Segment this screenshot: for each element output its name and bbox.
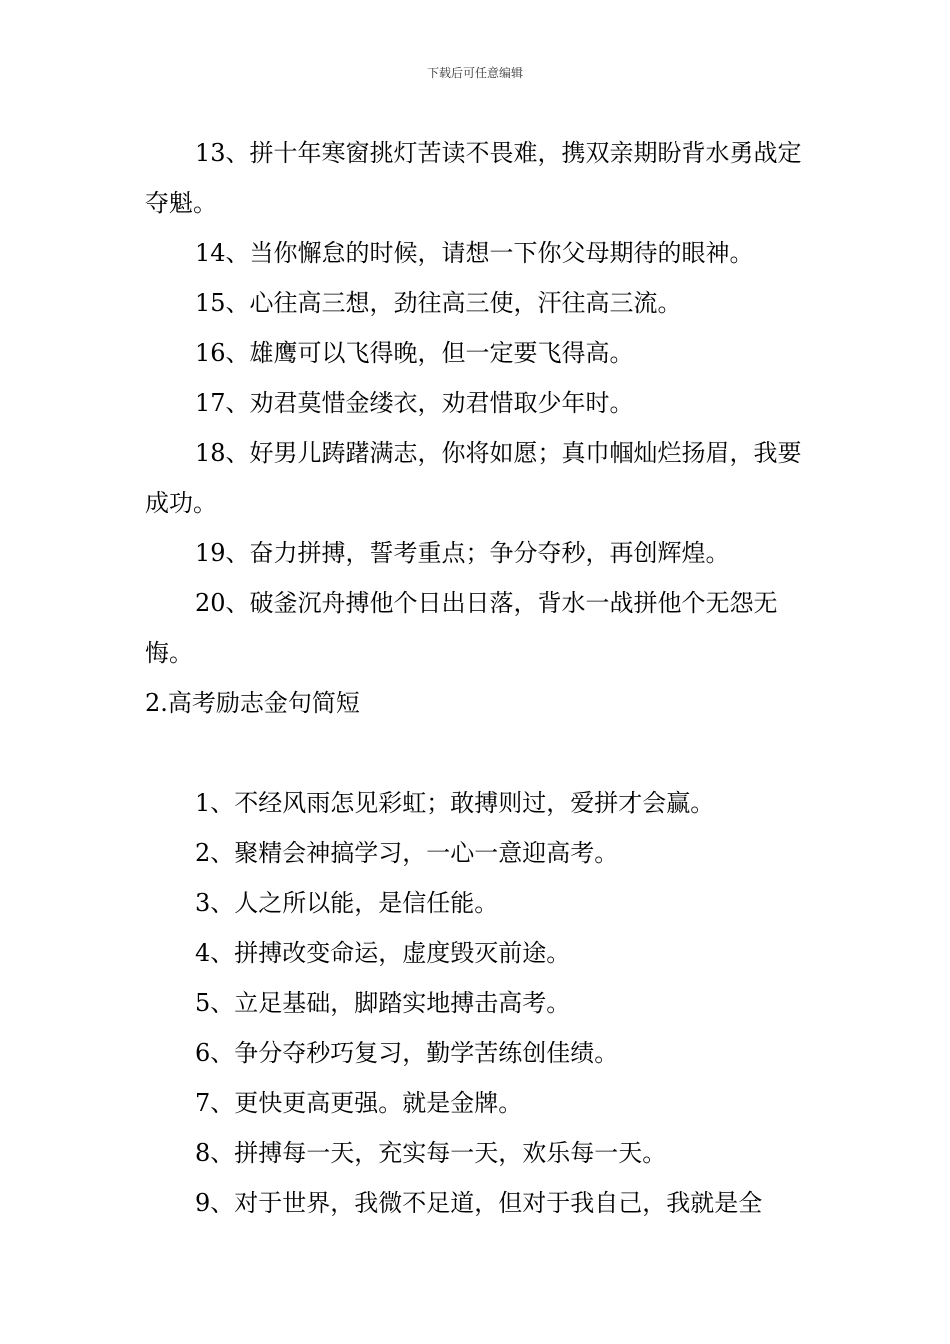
list-item: 7、更快更高更强。就是金牌。 xyxy=(195,1089,523,1117)
list-item: 4、拼搏改变命运，虚度毁灭前途。 xyxy=(195,939,571,967)
section-heading: 2.高考励志金句简短 xyxy=(145,689,360,717)
list-item: 16、雄鹰可以飞得晚，但一定要飞得高。 xyxy=(195,339,634,367)
list-item: 6、争分夺秒巧复习，勤学苦练创佳绩。 xyxy=(195,1039,619,1067)
document-body xyxy=(145,128,810,1228)
list-item: 5、立足基础，脚踏实地搏击高考。 xyxy=(195,989,571,1017)
list-item: 1、不经风雨怎见彩虹；敢搏则过，爱拼才会赢。 xyxy=(195,789,715,817)
list-item: 18、好男儿踌躇满志，你将如愿；真巾帼灿烂扬眉，我要成功。 xyxy=(145,439,802,517)
list-item: 20、破釜沉舟搏他个日出日落，背水一战拼他个无怨无悔。 xyxy=(145,589,778,667)
blank-line xyxy=(145,728,810,778)
list-item: 9、对于世界，我微不足道，但对于我自己，我就是全 xyxy=(195,1189,763,1217)
list-item: 3、人之所以能，是信任能。 xyxy=(195,889,499,917)
list-item: 8、拼搏每一天，充实每一天，欢乐每一天。 xyxy=(195,1139,667,1167)
list-item: 17、劝君莫惜金缕衣，劝君惜取少年时。 xyxy=(195,389,634,417)
list-item: 2、聚精会神搞学习，一心一意迎高考。 xyxy=(195,839,619,867)
list-item: 19、奋力拼搏，誓考重点；争分夺秒，再创辉煌。 xyxy=(195,539,730,567)
page-header: 下载后可任意编辑 xyxy=(426,66,523,80)
list-item: 14、当你懈怠的时候，请想一下你父母期待的眼神。 xyxy=(195,239,754,267)
list-item: 15、心往高三想，劲往高三使，汗往高三流。 xyxy=(195,289,682,317)
list-item: 13、拼十年寒窗挑灯苦读不畏难，携双亲期盼背水勇战定夺魁。 xyxy=(145,139,802,217)
